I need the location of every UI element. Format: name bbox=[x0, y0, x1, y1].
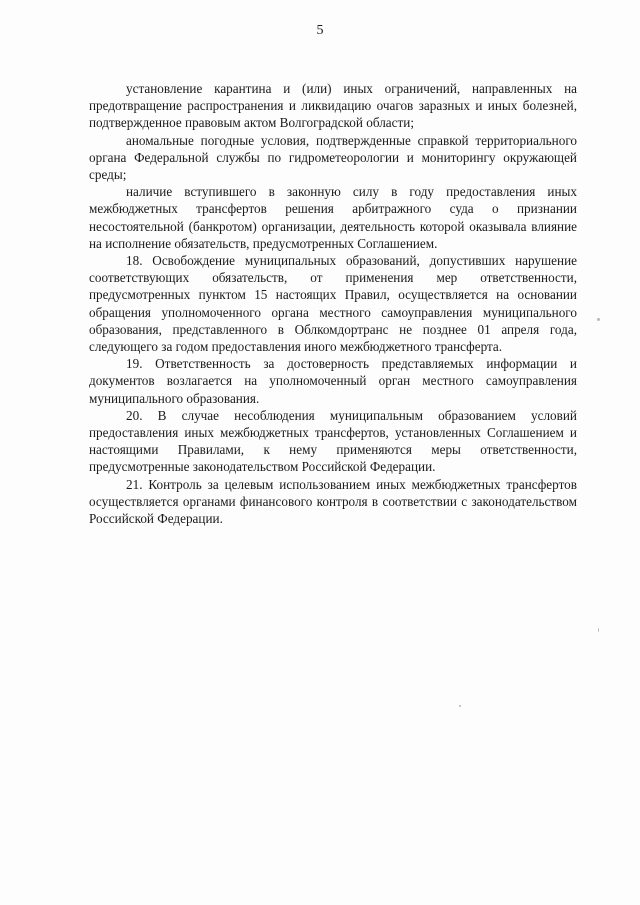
page-number: 5 bbox=[316, 23, 324, 38]
scan-speck bbox=[598, 628, 599, 632]
paragraph-quarantine: установление карантина и (или) иных ограничений, направленных на предотвращение распространения и ликвидацию очагов заразных и иных болезней, подтвержденное правовым актом Волгоградской области; bbox=[89, 81, 577, 131]
document-body bbox=[89, 80, 577, 527]
paragraph-21: 21. Контроль за целевым использованием иных межбюджетных трансфертов осуществляется органами финансового контроля в соответствии с законодательством Российской Федерации. bbox=[89, 476, 577, 527]
paragraph-bankruptcy: наличие вступившего в законную силу в году предоставления иных межбюджетных трансфертов решения арбитражного суда о признании несостоятельной (банкротом) организации, деятельность которой оказывала влияние на исполнение обязательств, предусмотренных Соглашением. bbox=[89, 184, 577, 251]
paragraph-19: 19. Ответственность за достоверность представляемых информации и документов возлагается на уполномоченный орган местного самоуправления муниципального образования. bbox=[89, 356, 577, 406]
scan-speck bbox=[597, 318, 600, 321]
paragraph-weather: аномальные погодные условия, подтвержденные справкой территориального органа Федеральной службы по гидрометеорологии и мониторингу окружающей среды; bbox=[89, 132, 577, 183]
paragraph-18: 18. Освобождение муниципальных образований, допустивших нарушение соответствующих обязательств, от применения мер ответственности, предусмотренных пунктом 15 настоящих Правил, осуществляется на основании обращения уполномоченного органа местного самоуправления муниципального образования, представленного в Облкомдортранс не позднее 01 апреля года, следующего за годом предоставления иного межбюджетного трансферта. bbox=[89, 253, 577, 355]
scan-speck bbox=[459, 705, 461, 707]
paragraph-20: 20. В случае несоблюдения муниципальным образованием условий предоставления иных межбюджетных трансфертов, установленных Соглашением и настоящими Правилами, к нему применяются меры ответственности, предусмотренные законодательством Российской Федерации. bbox=[89, 407, 577, 475]
